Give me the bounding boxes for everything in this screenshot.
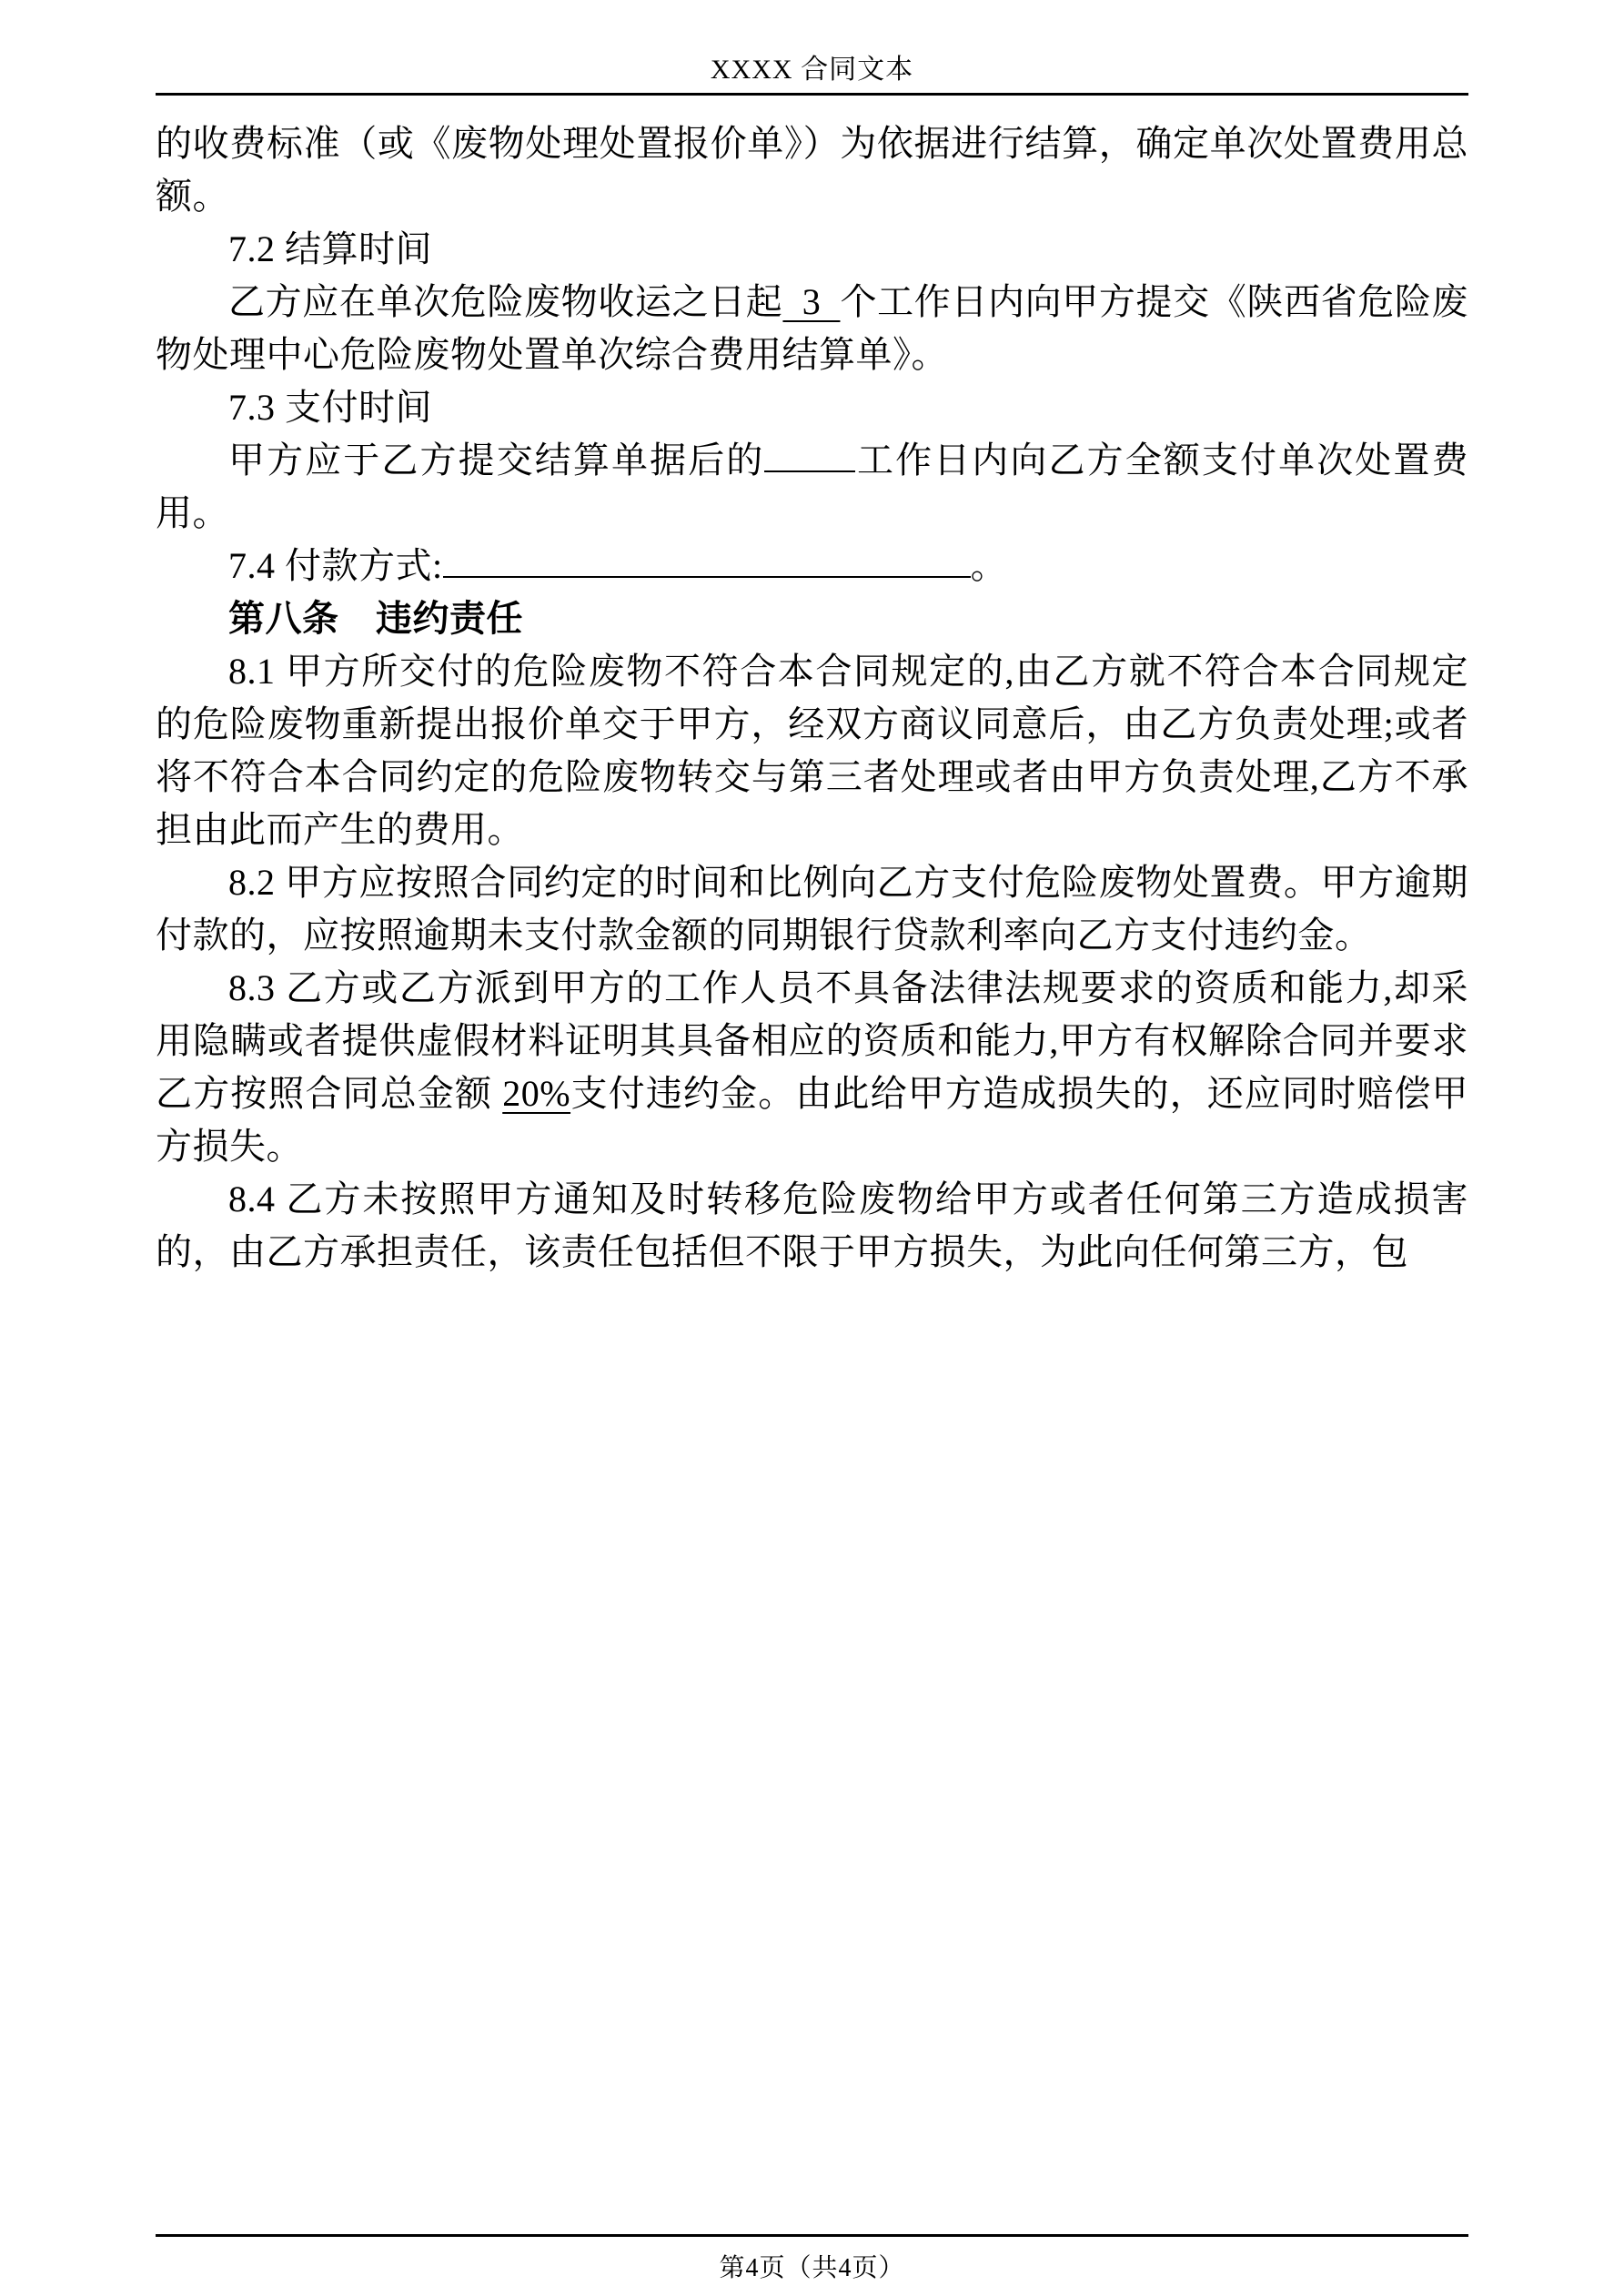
- para-8-3: [156, 962, 1468, 1173]
- text-run: 的收费标准（或《废物处理处置报价单》）为依据进行结算，确定单次处置费用总额。: [156, 123, 1468, 217]
- text-run: 8.3 乙方或乙方派到甲方的工作人员不具备法律法规要求的资质和能力,却采用隐瞒或者提供虚假材料证明其具备相应的资质和能力,甲方有权解除合同并要求乙方按照合同总金额: [156, 967, 1468, 1114]
- para-7-3: [156, 434, 1468, 540]
- underlined-text: 20%: [502, 1073, 571, 1114]
- document-body: [156, 117, 1468, 1279]
- para-7-4: [156, 540, 1468, 592]
- text-run: 工作日内向乙方全额支付单次处置费用。: [156, 440, 1469, 533]
- text-run: 7.3 支付时间: [228, 387, 432, 428]
- text-run: 8.4 乙方未按照甲方通知及时转移危险废物给甲方或者任何第三方造成损害的，由乙方承担责任，该责任包括但不限于甲方损失，为此向任何第三方，包: [156, 1178, 1468, 1272]
- text-run: 甲方应于乙方提交结算单据后的: [228, 440, 765, 480]
- text-run: 8.2 甲方应按照合同约定的时间和比例向乙方支付危险废物处置费。甲方逾期付款的，应按照逾期未支付款金额的同期银行贷款利率向乙方支付违约金。: [156, 862, 1468, 956]
- para-8-1: [156, 645, 1468, 856]
- text-run: 个工作日内向甲方提交《陕西省危险废物处理中心危险废物处置单次综合费用结算单》。: [156, 281, 1469, 375]
- heading-8: [156, 592, 1468, 645]
- fill-in-blank: [443, 576, 971, 578]
- para-7-2: [156, 276, 1468, 381]
- heading-7-3: [156, 381, 1468, 434]
- para-8-2: [156, 856, 1468, 962]
- para-7-1-continuation: [156, 117, 1468, 223]
- text-run: 支付违约金。由此给甲方造成损失的，还应同时赔偿甲方损失。: [156, 1073, 1469, 1167]
- page-footer: [156, 2234, 1468, 2284]
- fill-in-blank: [764, 470, 855, 472]
- header-title: XXXX 合同文本: [710, 55, 914, 85]
- underlined-text: 3: [782, 281, 841, 322]
- page-header: [156, 55, 1468, 96]
- text-run: 。: [970, 545, 1008, 586]
- page-number: 第4页（共4页）: [719, 2254, 905, 2282]
- heading-7-2: [156, 223, 1468, 276]
- text-run: 7.2 结算时间: [228, 228, 432, 269]
- text-run: 8.1 甲方所交付的危险废物不符合本合同规定的,由乙方就不符合本合同规定的危险废物重新提出报价单交于甲方，经双方商议同意后，由乙方负责处理;或者将不符合本合同约定的危险废物转交与第三者处理或者由甲方负责处理,乙方不承担由此而产生的费用。: [156, 651, 1468, 850]
- text-run: 第八条 违约责任: [228, 598, 523, 639]
- text-run: 乙方应在单次危险废物收运之日起: [228, 281, 783, 322]
- para-8-4: [156, 1173, 1468, 1279]
- text-run: 7.4 付款方式:: [228, 545, 443, 586]
